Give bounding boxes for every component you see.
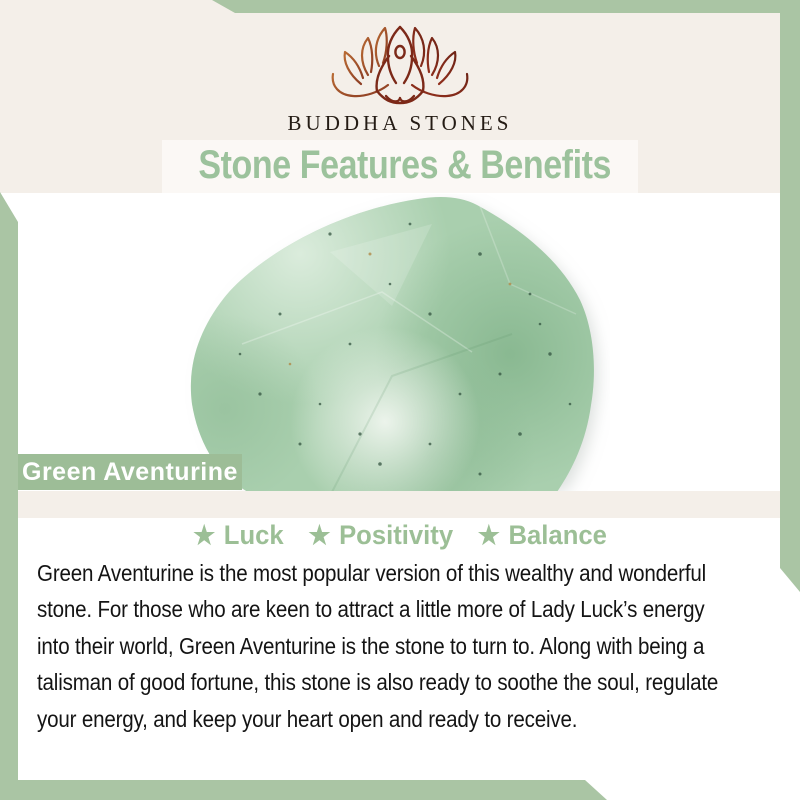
benefit-item — [308, 520, 453, 551]
description-line: stone. For those who are keen to attract a little more of Lady Luck’s energy — [37, 596, 705, 623]
star-icon: ★ — [193, 520, 216, 550]
stone-label: Green Aventurine — [0, 454, 242, 490]
description-line: your energy, and keep your heart open and ready to receive. — [37, 705, 578, 732]
star-icon: ★ — [477, 520, 500, 550]
section-divider — [0, 491, 800, 518]
benefit-label: Positivity — [339, 519, 454, 550]
brand-name: BUDDHA STONES — [287, 111, 513, 135]
description-line: talisman of good fortune, this stone is also ready to soothe the soul, regulate — [37, 669, 719, 696]
benefit-label: Balance — [508, 519, 607, 550]
description-line: Green Aventurine is the most popular version of this wealthy and wonderful — [37, 560, 707, 586]
star-icon: ★ — [308, 520, 331, 550]
page-title: Stone Features & Benefits — [198, 143, 611, 187]
benefits-row — [20, 518, 780, 552]
lotus-meditation-icon — [327, 22, 473, 112]
description-paragraph — [37, 555, 782, 737]
benefit-label: Luck — [223, 519, 284, 550]
benefit-item — [193, 520, 284, 551]
green-aventurine-stone-photo — [180, 194, 610, 491]
benefit-item — [478, 520, 607, 551]
header — [0, 0, 800, 193]
description-line: into their world, Green Aventurine is the stone to turn to. Along with being a — [37, 632, 705, 659]
stone-photo-section — [0, 193, 800, 491]
title-banner — [162, 140, 638, 193]
